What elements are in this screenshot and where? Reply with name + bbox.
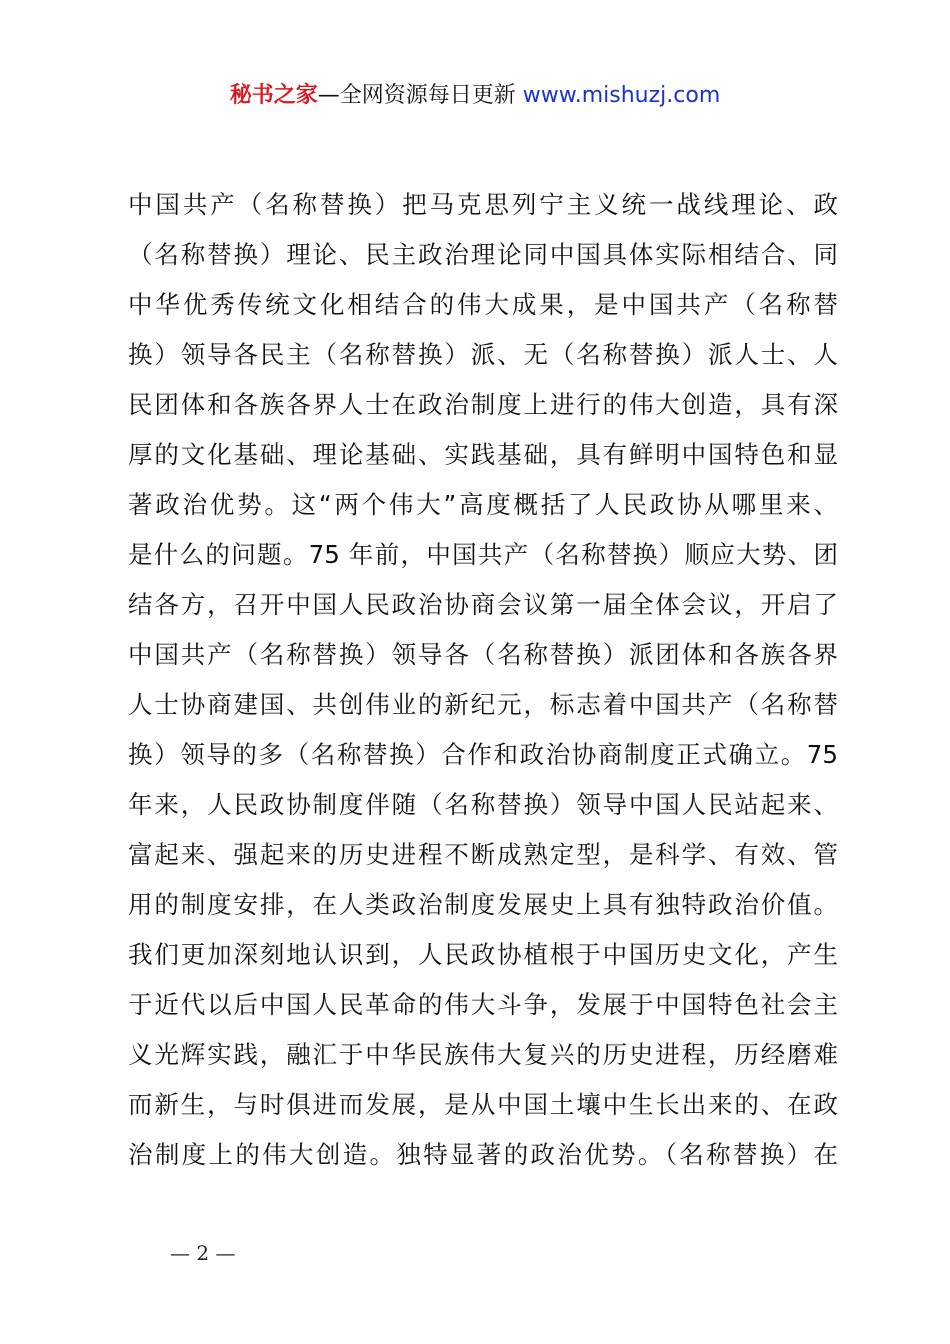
text-line: 换）领导的多（名称替换）合作和政治协商制度正式确立。75 (128, 740, 838, 769)
page-number: — 2 — (170, 1241, 236, 1265)
text-line: 我们更加深刻地认识到，人民政协植根于中国历史文化，产生 (128, 940, 838, 969)
document-body (128, 180, 838, 1180)
text-line: 著政治优势。这“两个伟大”高度概括了人民政协从哪里来、 (128, 490, 838, 519)
text-line: 是什么的问题。75 年前，中国共产（名称替换）顺应大势、团 (128, 540, 838, 569)
text-line: 富起来、强起来的历史进程不断成熟定型，是科学、有效、管 (128, 840, 838, 869)
text-line: 用的制度安排，在人类政治制度发展史上具有独特政治价值。 (128, 890, 838, 919)
text-line: 治制度上的伟大创造。独特显著的政治优势。（名称替换）在 (128, 1140, 838, 1169)
site-url-link[interactable]: www.mishuzj.com (522, 83, 721, 108)
text-line: 而新生，与时俱进而发展，是从中国土壤中生长出来的、在政 (128, 1090, 838, 1119)
text-line: 民团体和各族各界人士在政治制度上进行的伟大创造，具有深 (128, 390, 838, 419)
text-line: 义光辉实践，融汇于中华民族伟大复兴的历史进程，历经磨难 (128, 1040, 838, 1069)
text-line: 于近代以后中国人民革命的伟大斗争，发展于中国特色社会主 (128, 990, 838, 1019)
text-line: 换）领导各民主（名称替换）派、无（名称替换）派人士、人 (128, 340, 838, 369)
site-header (0, 80, 950, 112)
brand-name: 秘书之家 (229, 83, 318, 108)
text-line: 结各方，召开中国人民政治协商会议第一届全体会议，开启了 (128, 590, 838, 619)
text-line: 中国共产（名称替换）领导各（名称替换）派团体和各族各界 (128, 640, 838, 669)
text-line: （名称替换）理论、民主政治理论同中国具体实际相结合、同 (128, 240, 838, 269)
text-line: 厚的文化基础、理论基础、实践基础，具有鲜明中国特色和显 (128, 440, 838, 469)
text-line: 中华优秀传统文化相结合的伟大成果，是中国共产（名称替 (128, 290, 838, 319)
text-line: 中国共产（名称替换）把马克思列宁主义统一战线理论、政 (128, 190, 838, 219)
text-line: 年来，人民政协制度伴随（名称替换）领导中国人民站起来、 (128, 790, 838, 819)
header-tagline: —全网资源每日更新 (317, 83, 516, 108)
text-line: 人士协商建国、共创伟业的新纪元，标志着中国共产（名称替 (128, 690, 838, 719)
